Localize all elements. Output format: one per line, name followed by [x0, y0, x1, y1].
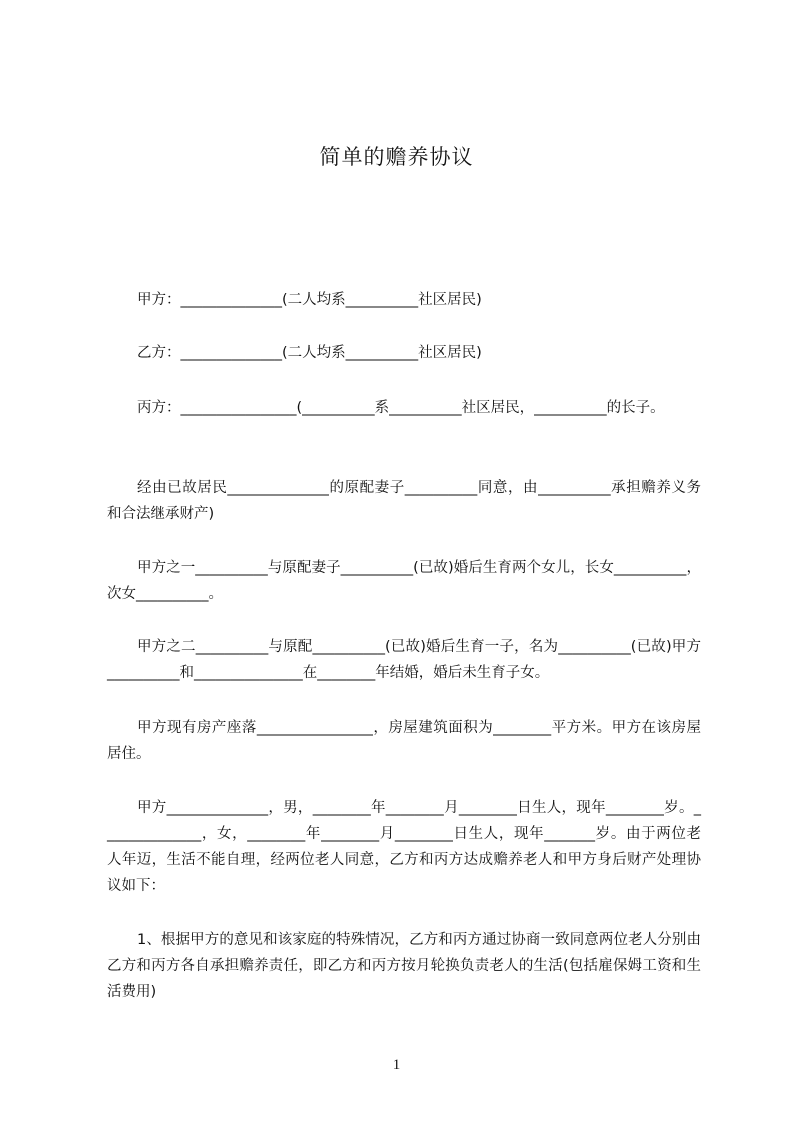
- elders-info-paragraph: 甲方______________，男，________年________月________日生人，现年________岁。______________，女，________年________月________日生人，现年_______岁。由于两位老人年迈，生活不能自理，经两位老人同意，乙方和丙方达成赡养老人和甲方身后财产处理协议如下：: [107, 800, 701, 894]
- page-number: 1: [392, 1057, 401, 1073]
- party-b-line: 乙方：______________(二人均系__________社区居民): [137, 345, 482, 361]
- document-title: 简单的赡养协议: [319, 145, 474, 169]
- party-a-line: 甲方：______________(二人均系__________社区居民): [137, 292, 482, 308]
- party-a-second-paragraph: 甲方之二__________与原配__________(已故)婚后生育一子，名为__________(已故)甲方__________和_______________在________年结婚，婚后未生育子女。: [107, 639, 701, 681]
- clause-1-paragraph: 1、根据甲方的意见和该家庭的特殊情况，乙方和丙方通过协商一致同意两位老人分别由乙方和丙方各自承担赡养责任，即乙方和丙方按月轮换负责老人的生活(包括雇保姆工资和生活费用): [107, 932, 701, 1000]
- party-a-first-paragraph: 甲方之一__________与原配妻子__________(已故)婚后生育两个女儿，长女__________，次女__________。: [107, 560, 701, 602]
- consent-paragraph: 经由已故居民______________的原配妻子__________同意，由__________承担赡养义务和合法继承财产): [107, 480, 701, 522]
- property-paragraph: 甲方现有房产座落________________，房屋建筑面积为________平方米。甲方在该房屋居住。: [107, 720, 701, 762]
- party-c-paragraph: 丙方：________________(__________系__________社区居民，__________的长子。: [137, 400, 665, 416]
